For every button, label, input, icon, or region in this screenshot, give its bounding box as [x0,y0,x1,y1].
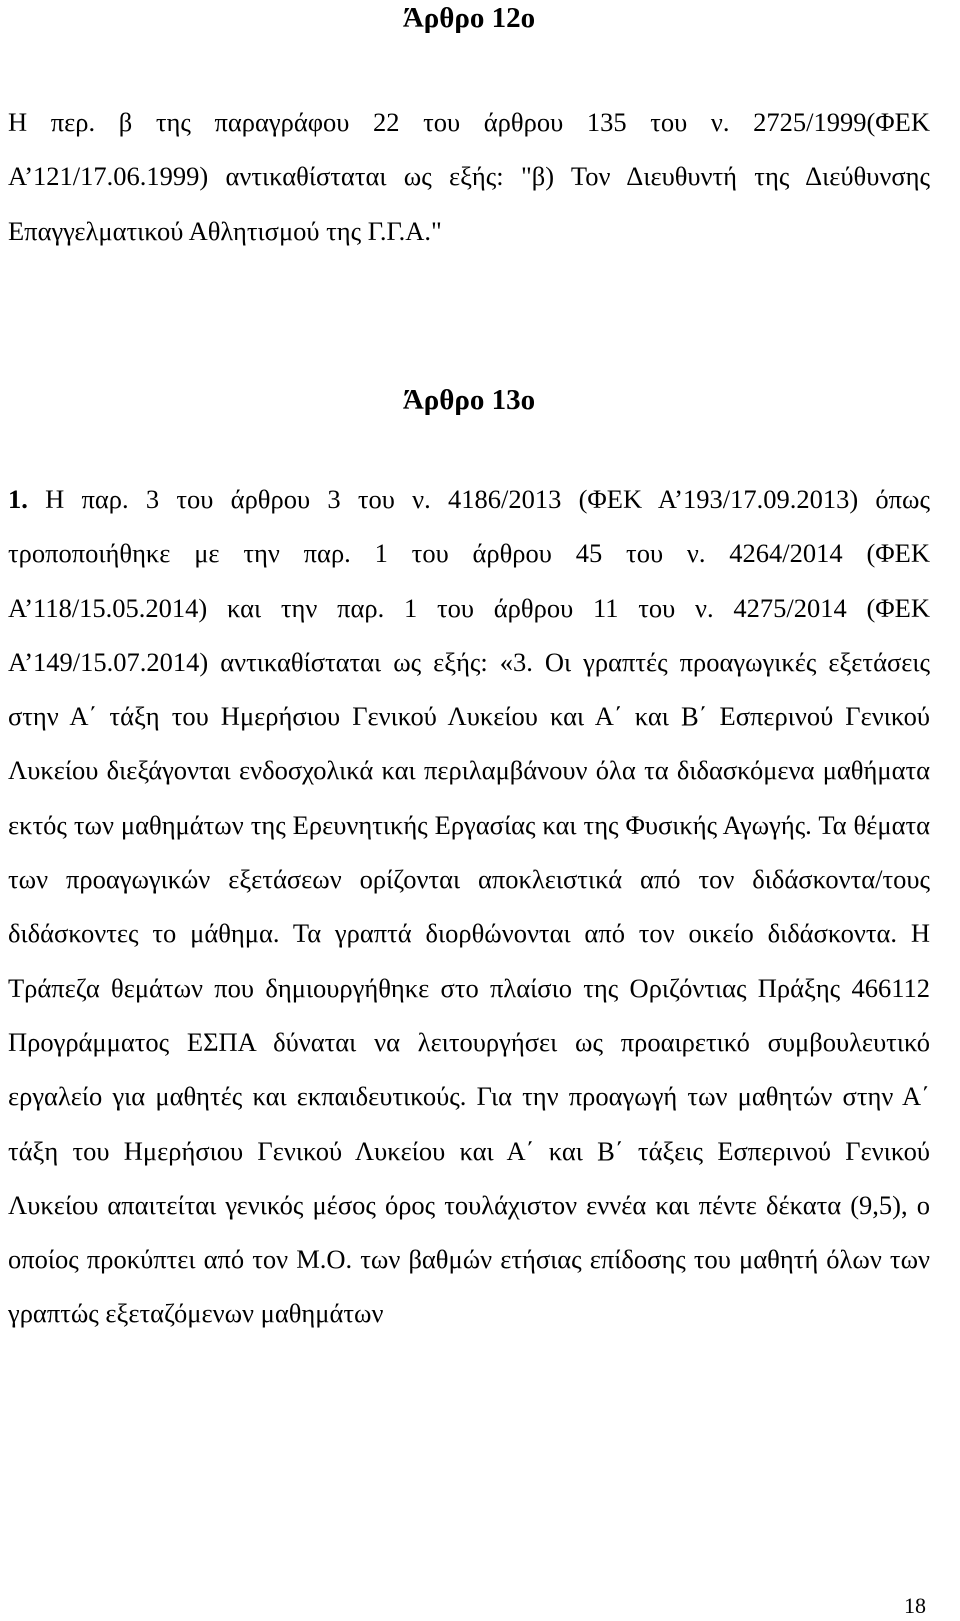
page-number: 18 [904,1593,926,1618]
paragraph-number: 1. [8,484,28,514]
article-13-paragraph-text: Η παρ. 3 του άρθρου 3 του ν. 4186/2013 (ΦΕΚ Α’193/17.09.2013) όπως τροποποιήθηκε με την παρ. 1 του άρθρου 45 του ν. 4264/2014 (ΦΕΚ Α’118/15.05.2014) και την παρ. 1 του άρθρου 11 του ν. 4275/2014 (ΦΕΚ Α’149/15.07.2014) αντικαθίσταται ως εξής: «3. Οι γραπτές προαγωγικές εξετάσεις στην Α΄ τάξη του Ημερήσιου Γενικού Λυκείου και Α΄ και Β΄ Εσπερινού Γενικού Λυκείου διεξάγονται ενδοσχολικά και περιλαμβάνουν όλα τα διδασκόμενα μαθήματα εκτός των μαθημάτων της Ερευνητικής Εργασίας και της Φυσικής Αγωγής. Τα θέματα των προαγωγικών εξετάσεων ορίζονται αποκλειστικά από τον διδάσκοντα/τους διδάσκοντες το μάθημα. Τα γραπτά διορθώνονται από τον οικείο διδάσκοντα. Η Τράπεζα θεμάτων που δημιουργήθηκε στο πλαίσιο της Οριζόντιας Πράξης 466112 Προγράμματος ΕΣΠΑ δύναται να λειτουργήσει ως προαιρετικό συμβουλευτικό εργαλείο για μαθητές και εκπαιδευτικούς. Για την προαγωγή των μαθητών στην Α΄ τάξη του Ημερήσιου Γενικού Λυκείου και Α΄ και Β΄ τάξεις Εσπερινού Γενικού Λυκείου απαιτείται γενικός μέσος όρος τουλάχιστον εννέα και πέντε δέκατα (9,5), ο οποίος προκύπτει από τον Μ.Ο. των βαθμών ετήσιας επίδοσης του μαθητή όλων των γραπτώς εξεταζόμενων μαθημάτων [8,484,930,1329]
article-12-paragraph: Η περ. β της παραγράφου 22 του άρθρου 135 του ν. 2725/1999(ΦΕΚ Α’121/17.06.1999) αντικαθίσταται ως εξής: "β) Τον Διευθυντή της Διεύθυνσης Επαγγελματικού Αθλητισμού της Γ.Γ.Α." [8,107,930,246]
article-13-heading: Άρθρο 13ο [402,384,536,416]
article-13-paragraph [8,472,930,1341]
article-12-heading: Άρθρο 12ο [402,2,536,34]
